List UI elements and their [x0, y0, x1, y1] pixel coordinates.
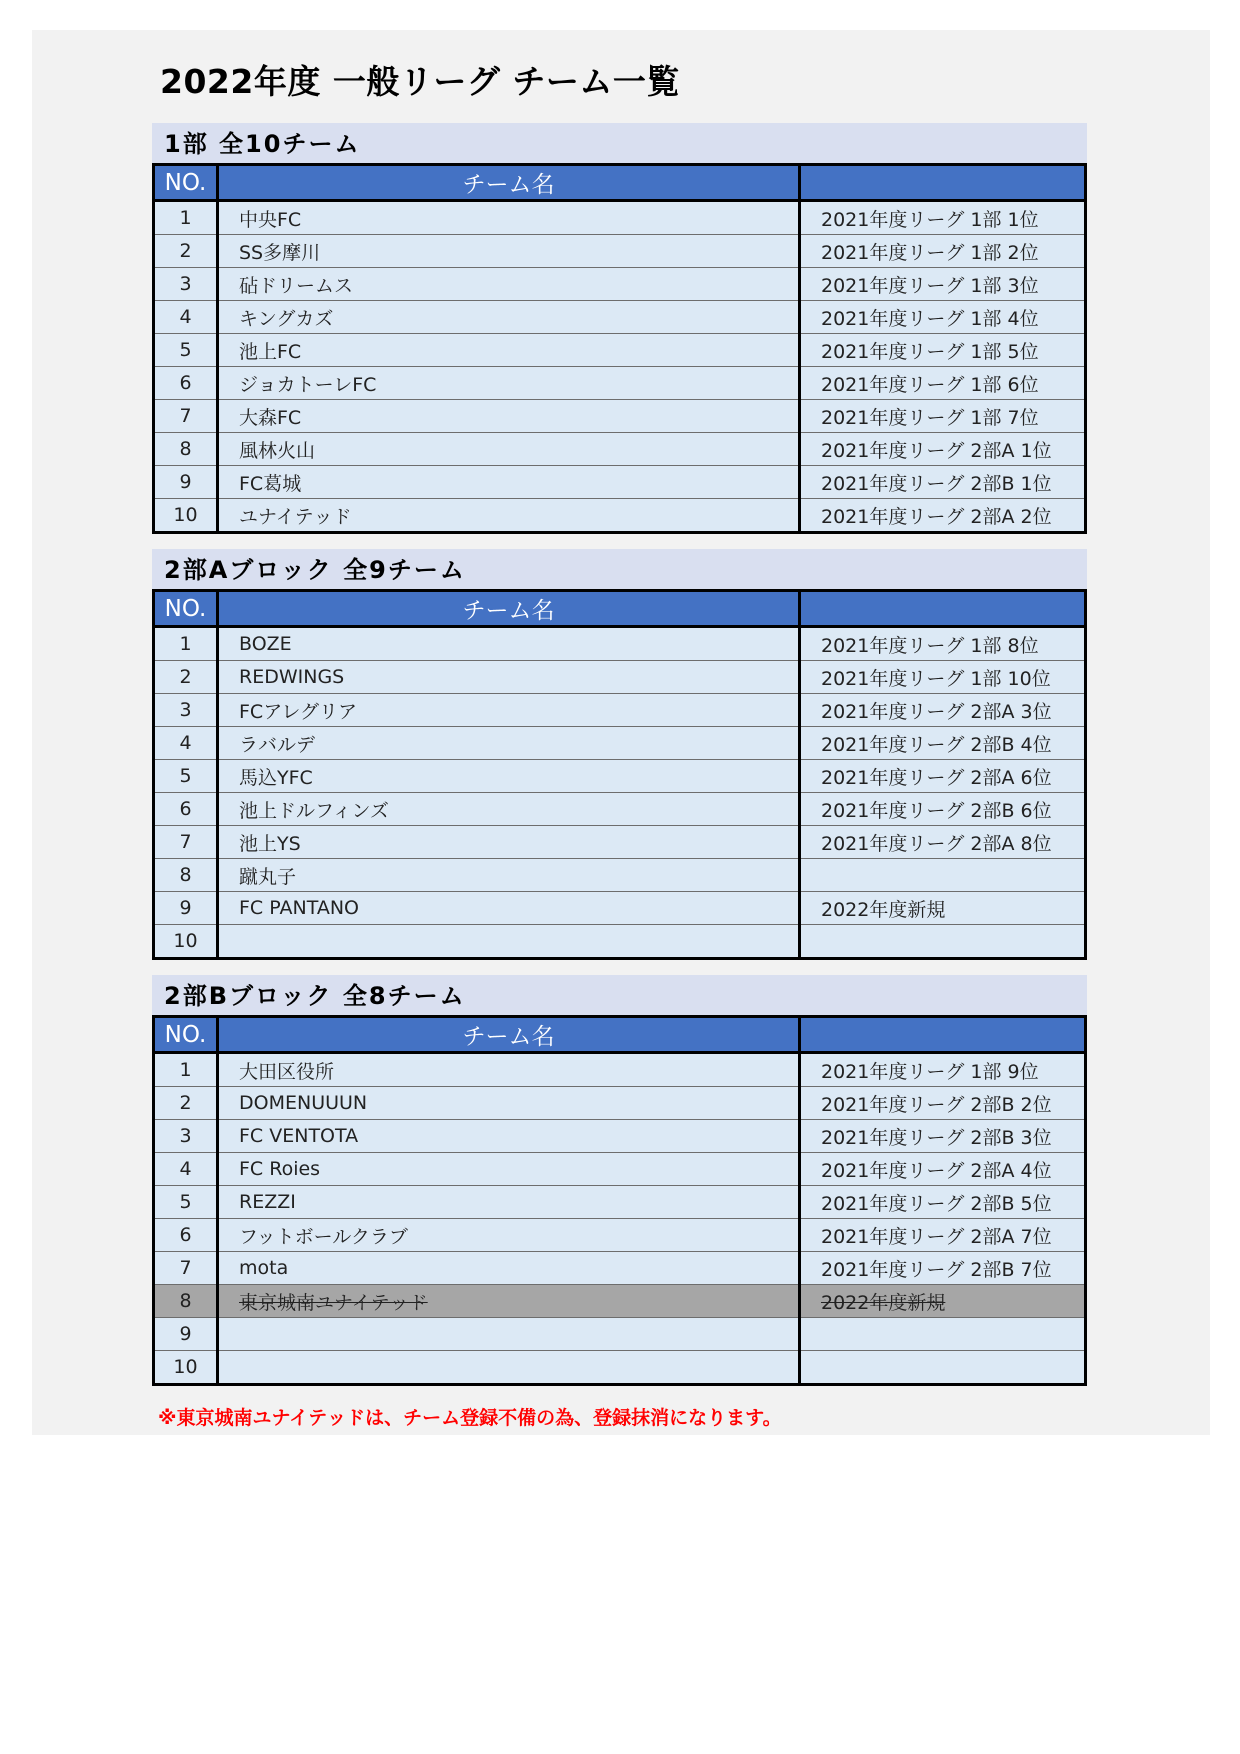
row-number: 5: [154, 760, 218, 793]
team-name: FC葛城: [239, 472, 302, 495]
table-row: [154, 694, 1086, 727]
row-number: 4: [154, 727, 218, 760]
team-name-cell: [218, 1285, 800, 1318]
team-name-cell: [218, 1219, 800, 1252]
previous-season-cell: [800, 268, 1086, 301]
column-header-no: NO.: [154, 591, 218, 627]
table-row: [154, 1252, 1086, 1285]
row-number: 4: [154, 301, 218, 334]
team-name-cell: [218, 400, 800, 433]
previous-season-result: 2021年度リーグ 2部A 1位: [821, 439, 1052, 462]
table-row: [154, 661, 1086, 694]
previous-season-cell: [800, 1153, 1086, 1186]
team-name: ジョカトーレFC: [239, 373, 377, 396]
team-name: FCアレグリア: [239, 700, 358, 723]
previous-season-result: 2021年度リーグ 1部 3位: [821, 274, 1039, 297]
team-name-cell: [218, 925, 800, 959]
table-header-row: [154, 1017, 1086, 1053]
table-row: [154, 235, 1086, 268]
previous-season-cell: [800, 793, 1086, 826]
row-number: 2: [154, 1087, 218, 1120]
row-number: 3: [154, 694, 218, 727]
team-name: 風林火山: [239, 439, 316, 462]
section-division-1: [152, 123, 1087, 534]
team-name-cell: [218, 793, 800, 826]
column-header-note: [800, 1017, 1086, 1053]
table-row: [154, 627, 1086, 661]
previous-season-result: 2021年度リーグ 1部 5位: [821, 340, 1039, 363]
team-name-cell: [218, 466, 800, 499]
row-number: 7: [154, 1252, 218, 1285]
previous-season-result: 2021年度リーグ 1部 7位: [821, 406, 1039, 429]
previous-season-result: 2021年度リーグ 1部 2位: [821, 241, 1039, 264]
section-division-2a: [152, 549, 1087, 960]
previous-season-cell: [800, 301, 1086, 334]
previous-season-cell: [800, 334, 1086, 367]
team-name: 池上FC: [239, 340, 302, 363]
previous-season-result: 2021年度リーグ 2部A 3位: [821, 700, 1052, 723]
row-number: 1: [154, 201, 218, 235]
table-row: [154, 760, 1086, 793]
previous-season-cell: [800, 925, 1086, 959]
row-number: 9: [154, 1318, 218, 1351]
previous-season-cell: [800, 367, 1086, 400]
team-name: フットボールクラブ: [239, 1225, 408, 1248]
row-number: 8: [154, 1285, 218, 1318]
team-name-cell: [218, 1186, 800, 1219]
team-name-cell: [218, 694, 800, 727]
previous-season-cell: [800, 1120, 1086, 1153]
row-number: 2: [154, 661, 218, 694]
row-number: 7: [154, 826, 218, 859]
team-name-cell: [218, 1053, 800, 1087]
row-number: 7: [154, 400, 218, 433]
table-row: [154, 433, 1086, 466]
team-name-cell: [218, 859, 800, 892]
column-header-team-name: チーム名: [218, 591, 800, 627]
team-name: SS多摩川: [239, 241, 321, 264]
team-name: FC PANTANO: [239, 897, 359, 919]
previous-season-cell: [800, 1318, 1086, 1351]
section-heading: 2部Bブロック 全8チーム: [152, 975, 1087, 1015]
previous-season-cell: [800, 1285, 1086, 1318]
table-row: [154, 826, 1086, 859]
column-header-no: NO.: [154, 165, 218, 201]
previous-season-cell: [800, 1219, 1086, 1252]
team-table: [152, 589, 1087, 960]
previous-season-result: 2021年度リーグ 2部B 2位: [821, 1093, 1052, 1116]
previous-season-cell: [800, 760, 1086, 793]
team-name-cell: [218, 235, 800, 268]
previous-season-cell: [800, 466, 1086, 499]
row-number: 5: [154, 1186, 218, 1219]
team-name-cell: [218, 367, 800, 400]
table-row: [154, 1351, 1086, 1385]
table-row: [154, 892, 1086, 925]
team-name: REZZI: [239, 1191, 296, 1213]
row-number: 3: [154, 1120, 218, 1153]
previous-season-result: 2021年度リーグ 1部 10位: [821, 667, 1051, 690]
row-number: 6: [154, 367, 218, 400]
table-row: [154, 201, 1086, 235]
team-name-cell: [218, 661, 800, 694]
team-name: キングカズ: [239, 307, 334, 330]
team-table: [152, 163, 1087, 534]
previous-season-cell: [800, 661, 1086, 694]
previous-season-result: 2021年度リーグ 2部B 7位: [821, 1258, 1052, 1281]
team-name: mota: [239, 1257, 289, 1279]
column-header-note: [800, 591, 1086, 627]
row-number: 6: [154, 1219, 218, 1252]
previous-season-cell: [800, 1351, 1086, 1385]
previous-season-result: 2021年度リーグ 1部 1位: [821, 208, 1039, 231]
row-number: 1: [154, 1053, 218, 1087]
previous-season-result: 2021年度リーグ 2部B 3位: [821, 1126, 1052, 1149]
section-heading: 2部Aブロック 全9チーム: [152, 549, 1087, 589]
previous-season-result: 2021年度リーグ 1部 9位: [821, 1060, 1039, 1083]
team-name-cell: [218, 1318, 800, 1351]
previous-season-result: 2021年度リーグ 2部B 1位: [821, 472, 1052, 495]
previous-season-cell: [800, 826, 1086, 859]
team-name-cell: [218, 268, 800, 301]
previous-season-cell: [800, 400, 1086, 433]
row-number: 8: [154, 859, 218, 892]
row-number: 2: [154, 235, 218, 268]
team-name: 砧ドリームス: [239, 274, 354, 297]
row-number: 9: [154, 466, 218, 499]
column-header-team-name: チーム名: [218, 1017, 800, 1053]
previous-season-result: 2021年度リーグ 2部A 4位: [821, 1159, 1052, 1182]
table-header-row: [154, 165, 1086, 201]
table-row: [154, 466, 1086, 499]
previous-season-cell: [800, 1053, 1086, 1087]
table-row: [154, 1186, 1086, 1219]
row-number: 6: [154, 793, 218, 826]
table-row: [154, 301, 1086, 334]
table-row: [154, 1153, 1086, 1186]
previous-season-result: 2021年度リーグ 1部 4位: [821, 307, 1039, 330]
row-number: 8: [154, 433, 218, 466]
table-row: [154, 1318, 1086, 1351]
team-name-cell: [218, 826, 800, 859]
column-header-no: NO.: [154, 1017, 218, 1053]
table-row: [154, 268, 1086, 301]
table-header-row: [154, 591, 1086, 627]
row-number: 5: [154, 334, 218, 367]
team-name-cell: [218, 301, 800, 334]
row-number: 9: [154, 892, 218, 925]
previous-season-cell: [800, 433, 1086, 466]
row-number: 10: [154, 1351, 218, 1385]
team-name-cell: [218, 892, 800, 925]
previous-season-result: 2021年度リーグ 2部B 6位: [821, 799, 1052, 822]
team-name-cell: [218, 727, 800, 760]
table-row: [154, 1219, 1086, 1252]
team-name: 大田区役所: [239, 1060, 335, 1083]
table-row: [154, 727, 1086, 760]
row-number: 3: [154, 268, 218, 301]
team-name-cell: [218, 433, 800, 466]
table-row: [154, 499, 1086, 533]
team-name: 池上ドルフィンズ: [239, 799, 389, 822]
team-name-cell: [218, 201, 800, 235]
team-name-cell: [218, 1252, 800, 1285]
row-number: 10: [154, 925, 218, 959]
row-number: 1: [154, 627, 218, 661]
previous-season-result: 2021年度リーグ 2部A 7位: [821, 1225, 1052, 1248]
previous-season-cell: [800, 1186, 1086, 1219]
previous-season-cell: [800, 235, 1086, 268]
column-header-team-name: チーム名: [218, 165, 800, 201]
page-title: 2022年度 一般リーグ チーム一覧: [160, 62, 680, 101]
previous-season-cell: [800, 859, 1086, 892]
team-name: 馬込YFC: [239, 766, 313, 789]
team-name: BOZE: [239, 633, 292, 655]
previous-season-cell: [800, 627, 1086, 661]
previous-season-cell: [800, 201, 1086, 235]
row-number: 4: [154, 1153, 218, 1186]
previous-season-result: 2021年度リーグ 2部B 4位: [821, 733, 1052, 756]
table-row: [154, 1087, 1086, 1120]
team-name: ユナイテッド: [239, 505, 352, 528]
cancellation-footnote: ※東京城南ユナイテッドは、チーム登録不備の為、登録抹消になります。: [158, 1407, 782, 1429]
team-name: 大森FC: [239, 406, 302, 429]
previous-season-result: 2021年度リーグ 1部 6位: [821, 373, 1039, 396]
table-row: [154, 793, 1086, 826]
column-header-note: [800, 165, 1086, 201]
previous-season-cell: [800, 694, 1086, 727]
team-name: 中央FC: [239, 208, 302, 231]
previous-season-result: 2021年度リーグ 2部B 5位: [821, 1192, 1052, 1215]
table-row: [154, 1120, 1086, 1153]
team-name-cell: [218, 1087, 800, 1120]
table-row-cancelled: [154, 1285, 1086, 1318]
previous-season-cell: [800, 727, 1086, 760]
team-name-cell: [218, 1351, 800, 1385]
team-name-cell: [218, 334, 800, 367]
team-name-cell: [218, 760, 800, 793]
team-name: DOMENUUUN: [239, 1092, 368, 1114]
previous-season-cell: [800, 1252, 1086, 1285]
section-division-2b: [152, 975, 1087, 1386]
previous-season-result: 2022年度新規: [821, 898, 946, 921]
team-name: 池上YS: [239, 832, 301, 855]
team-name: 東京城南ユナイテッド: [239, 1291, 428, 1314]
table-row: [154, 400, 1086, 433]
team-name: ラバルデ: [239, 733, 316, 756]
row-number: 10: [154, 499, 218, 533]
previous-season-cell: [800, 499, 1086, 533]
previous-season-result: 2021年度リーグ 2部A 2位: [821, 505, 1052, 528]
table-row: [154, 367, 1086, 400]
team-name: REDWINGS: [239, 666, 345, 688]
table-row: [154, 859, 1086, 892]
team-name: FC VENTOTA: [239, 1125, 359, 1147]
table-row: [154, 334, 1086, 367]
team-name-cell: [218, 1120, 800, 1153]
previous-season-result: 2022年度新規: [821, 1291, 946, 1314]
team-name-cell: [218, 499, 800, 533]
previous-season-cell: [800, 892, 1086, 925]
previous-season-result: 2021年度リーグ 1部 8位: [821, 634, 1039, 657]
team-table: [152, 1015, 1087, 1386]
team-name-cell: [218, 627, 800, 661]
section-heading: 1部 全10チーム: [152, 123, 1087, 163]
table-row: [154, 1053, 1086, 1087]
team-name-cell: [218, 1153, 800, 1186]
team-name: FC Roies: [239, 1158, 321, 1180]
previous-season-result: 2021年度リーグ 2部A 8位: [821, 832, 1052, 855]
team-name: 蹴丸子: [239, 865, 297, 888]
previous-season-result: 2021年度リーグ 2部A 6位: [821, 766, 1052, 789]
table-row: [154, 925, 1086, 959]
previous-season-cell: [800, 1087, 1086, 1120]
